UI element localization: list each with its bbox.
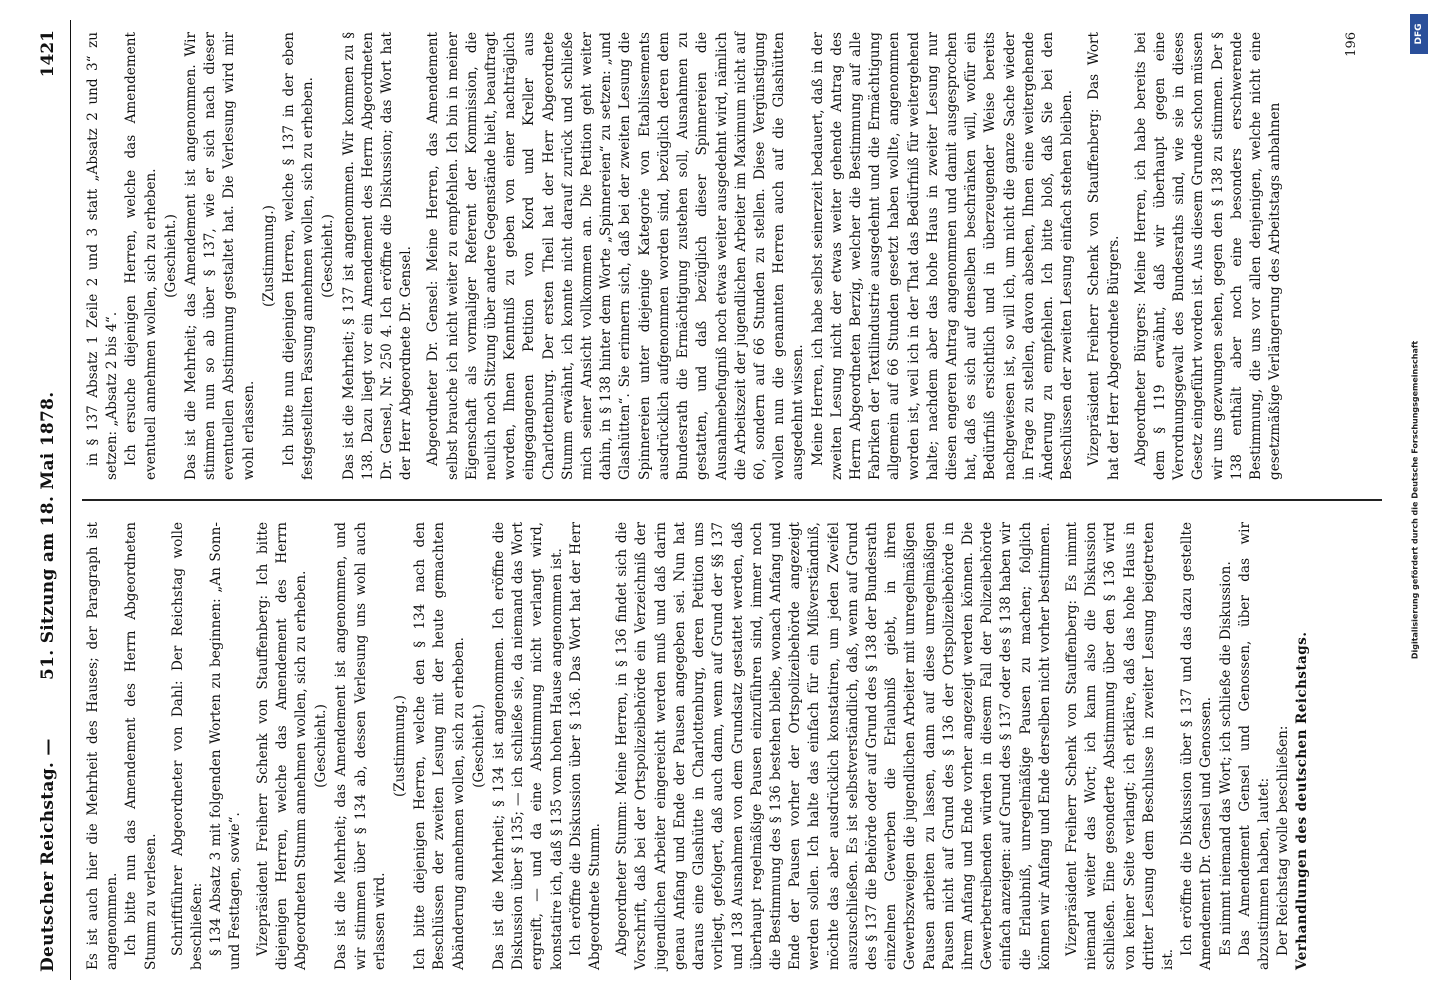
paragraph: Ich eröffne die Diskussion über § 136. Das Wort hat der Herr Abgeordnete Stumm. [567,522,604,970]
paragraph: Das Amendement Gensel und Genossen, über das wir abzustimmen haben, lautet: [1236,522,1272,970]
speech-paragraph: Abgeordneter Stumm: Meine Herren, in § 136 findet sich die Vorschrift, daß bei der Ortspolizeibehörde ein Verzeichniß der jugendlichen Arbeiter eingereicht werden muß und daß darin genau Anfang und Ende der Pausen angegeben sei. Nun hat daraus eine Glashütte in Charlottenburg, deren Petition uns vorliegt, gefolgert, daß auch dann, wenn auf Grund der §§ 137 und 138 Ausnahmen von dem Grundsatz gestattet werden, daß überhaupt regelmäßige Pausen einzuführen sind, immer noch die Bestimmung des § 136 bestehen bleibe, wonach Anfang und Ende der Pausen vorher der Ortspolizeibehörde angezeigt werden sollen. Ich halte das einfach für ein Mißverständniß, möchte das aber ausdrücklich konstatiren, um jeden Zweifel auszuschließen. Es ist selbstverständlich, daß, wenn auf Grund des § 137 die Behörde oder auf Grund des § 138 der Bundesrath einzelnen Gewerben die Erlaubniß giebt, in ihren Gewerbszweigen die jugendlichen Arbeiter mit unregelmäßigen Pausen arbeiten zu lassen, dann auf diese unregelmäßigen Pausen nicht auf Grund des § 136 der Ortspolizeibehörde in ihrem Anfang und Ende vorher angezeigt werden können. Die Gewerbetreibenden würden in diesem Fall der Polizeibehörde einfach anzeigen: auf Grund des § 137 oder des § 138 haben wir die Erlaubniß, unregelmäßige Pausen zu machen; folglich können wir Anfang und Ende derselben nicht vorher bestimmen. [614,522,1053,970]
paragraph: Ich bitte nun diejenigen Herren, welche § 137 in der eben festgestellten Fassung annehmen wollen, sich zu erheben. [281,32,317,480]
motion-text: § 134 Absatz 3 mit folgenden Worten zu beginnen: „An Sonn- und Festtagen, sowie“. [208,522,244,970]
stage-direction: (Geschieht.) [470,704,487,788]
dfg-note-text: Digitalisierung gefördert durch die Deutsche Forschungsgemeinschaft [1410,340,1420,660]
paragraph: Es nimmt niemand das Wort; ich schließe die Diskussion. [1217,561,1234,956]
paragraph: Es ist auch hier die Mehrheit des Hauses; der Paragraph ist angenommen. [85,522,121,970]
paragraph: Ich eröffne die Diskussion über § 137 und das dazu gestellte Amendement Dr. Gensel und Genossen. [1179,522,1215,970]
paragraph: Ich bitte diejenigen Herren, welche den § 134 nach den Beschlüssen der zweiten Lesung mit der heute gemachten Abänderung annehmen wollen, sich zu erheben. [412,522,467,970]
paragraph: Das ist die Mehrheit; das Amendement ist angenommen. Wir stimmen nun so ab über § 137, wie er sich nach dieser eventuellen Abstimmung gestaltet hat. Die Verlesung wird mir wohl erlassen. [183,32,257,480]
speaker-paragraph: Schriftführer Abgeordneter von Dahl: Der Reichstag wolle beschließen: [169,522,206,970]
sheet-number: 196 [1344,32,1359,57]
paragraph: Ich ersuche diejenigen Herren, welche das Amendement eventuell annehmen wollen, sich zu erheben. [123,32,159,480]
paragraph: Das ist die Mehrheit; § 134 ist angenommen. Ich eröffne die Diskussion über § 135; — ich schließe sie, da niemand das Wort ergreift, — und da eine Abstimmung nicht verlangt wird, konstatire ich, daß § 135 vom hohen Hause angenommen ist. [491,522,565,970]
right-column [84,32,1285,480]
paragraph: Das ist die Mehrheit; das Amendement ist angenommen, und wir stimmen über § 134 ab, dessen Verlesung uns wohl auch erlassen wird. [333,522,388,970]
dfg-logo-text: DFG [1414,23,1424,45]
speaker-paragraph: Vizepräsident Freiherr Schenk von Stauffenberg: Ich bitte diejenigen Herren, welche das Amendement des Herrn Abgeordneten Stumm annehmen wollen, sich zu erheben. [254,522,310,970]
header-page-number: 1421 [38,30,58,78]
header-title: Deutscher Reichstag. — [38,738,58,972]
speaker-paragraph: Vizepräsident Freiherr Schenk von Stauffenberg: Es nimmt niemand weiter das Wort; ich kann also die Diskussion schließen. Eine gesonderte Abstimmung über den § 136 wird von keiner Seite verlangt; ich erkläre, daß das hohe Haus in dritter Lesung dem Beschlusse in zweiter Lesung beigetreten ist. [1063,522,1176,970]
dfg-digitization-note [1404,20,1426,980]
page-header [26,20,71,980]
rotated-page [26,20,1406,980]
stage-direction: (Zustimmung.) [260,205,277,307]
stage-direction: (Geschieht.) [320,214,337,298]
footer-note: Verhandlungen des deutschen Reichstags. [1294,631,1311,970]
stage-direction: (Geschieht.) [313,704,330,788]
speech-paragraph: Abgeordneter Bürgers: Meine Herren, ich habe bereits bei dem § 119 erwähnt, daß wir überhaupt gegen eine Verordnungsgewalt des Bundesraths sind, wie sie in dieses Gesetz eingeführt worden ist. Aus diesem Grunde schon müssen wir uns gezwungen sehen, gegen den § 138 zu stimmen. Der § 138 enthält aber noch eine besonders erschwerende Bestimmung, die uns vor allen denjenigen, welche nicht eine gesetzmäßige Verlängerung des Arbeitstags anbahnen [1132,32,1284,480]
paragraph: Ich bitte nun das Amendement des Herrn Abgeordneten Stumm zu verlesen. [123,522,159,970]
stage-direction: (Zustimmung.) [392,695,409,797]
dfg-logo [1410,14,1428,54]
paragraph: Das ist die Mehrheit; § 137 ist angenommen. Wir kommen zu § 138. Dazu liegt vor ein Amendement des Herrn Abgeordneten Dr. Gensel, Nr. 250 4. Ich eröffne die Diskussion; das Wort hat der Herr Abgeordnete Dr. Gensel. [340,32,415,480]
column-divider [82,500,1382,502]
motion-text: Der Reichstag wolle beschließen: [1275,725,1292,956]
header-session: 51. Sitzung am 18. Mai 1878. [38,391,58,680]
motion-text: in § 137 Absatz 1 Zeile 2 und 3 statt „Absatz 2 und 3“ zu setzen: „Absatz 2 bis 4“. [85,32,121,480]
speech-paragraph: Abgeordneter Dr. Gensel: Meine Herren, das Amendement selbst brauche ich nicht weiter zu empfehlen. Ich bin in meiner Eigenschaft als vormaliger Referent der Kommission, die neulich noch Sitzung über andere Gegenstände hielt, beauftragt worden, Ihnen Kenntniß zu geben von einer nachträglich eingegangenen Petition von Kord und Kreller aus Charlottenburg. Der ersten Theil hat der Herr Abgeordnete Stumm erwähnt, ich konnte nicht darauf zurück und schließe mich seiner Ansicht vollkommen an. Die Petition geht weiter dahin, in § 138 hinter dem Worte „Spinnereien“ zu setzen: „und Glashütten“. Sie erinnern sich, daß bei der zweiten Lesung die Spinnereien unter diejenige Kategorie von Etablissements ausdrücklich aufgenommen worden sind, bezüglich deren dem Bundesrath die Ermächtigung zustehen soll, Ausnahmen zu gestatten, und daß bezüglich dieser Spinnereien die Ausnahmebefugniß noch etwas weiter ausgedehnt wird, nämlich die Arbeitszeit der jugendlichen Arbeiter im Maximum nicht auf 60, sondern auf 66 Stunden zu stellen. Diese Vergünstigung wollen nun die genannten Herren auch auf die Glashütten ausgedehnt wissen. [425,32,807,480]
left-column [84,522,1313,970]
stage-direction: (Geschieht.) [162,214,179,298]
speech-paragraph: Meine Herren, ich habe selbst seinerzeit bedauert, daß in der zweiten Lesung nicht der etwas weiter gehende Antrag des Herrn Abgeordneten Berzig, welcher die Bestimmung auf alle Fabriken der Textilindustrie ausgedehnt und die Ermächtigung allgemein auf 66 Stunden gesetzt haben wollte, angenommen worden ist, weil ich in der That das Bedürfniß für weitergehend halte; nachdem aber das hohe Haus in zweiter Lesung nur diesen engeren Antrag angenommen und damit ausgesprochen hat, daß es sich auf denselben beschränken will, wofür ein Bedürfniß ersichtlich und in überzeugender Weise bereits nachgewiesen ist, so will ich, um nicht die ganze Sache wieder in Frage zu stellen, davon absehen, Ihnen eine weitergehende Änderung zu empfehlen. Ich bitte bloß, daß Sie bei den Beschlüssen der zweiten Lesung einfach stehen bleiben. [809,32,1076,480]
speaker-paragraph: Vizepräsident Freiherr Schenk von Stauffenberg: Das Wort hat der Herr Abgeordnete Bürgers. [1086,32,1122,480]
